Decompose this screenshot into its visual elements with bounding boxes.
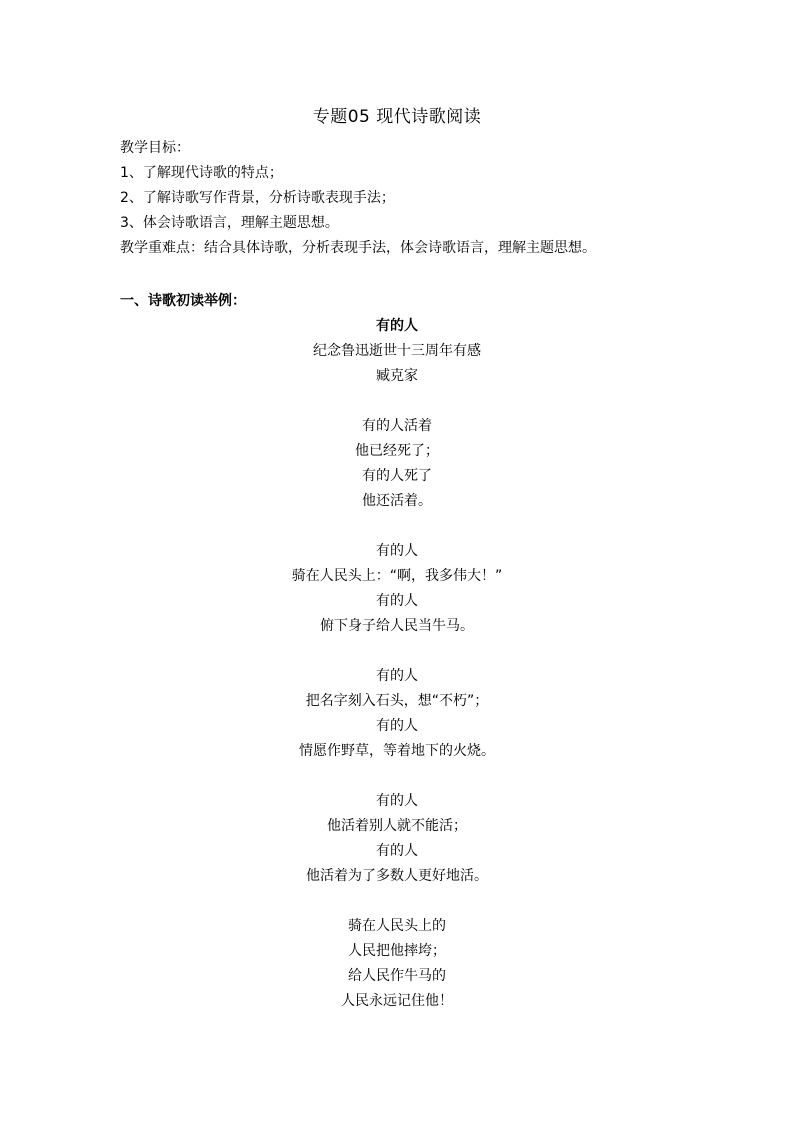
section-heading: 一、诗歌初读举例： [120, 293, 246, 309]
objectives-heading: 教学目标： [120, 140, 190, 156]
poem-line: 有的人 [376, 668, 418, 684]
poem-line: 有的人活着 [362, 418, 432, 434]
stanza-gap [0, 514, 794, 539]
poem-line: 骑在人民头上的 [348, 918, 446, 934]
poem-subtitle: 纪念鲁迅逝世十三周年有感 [313, 343, 481, 359]
stanza-gap [0, 889, 794, 914]
poem-line: 他活着别人就不能活； [327, 818, 467, 834]
poem-line: 他还活着。 [362, 493, 432, 509]
poem-line: 他已经死了； [355, 443, 439, 459]
poem-line: 把名字刻入石头，想“不朽”； [305, 693, 489, 709]
poem-stanza-1 [0, 414, 794, 514]
stanza-gap [0, 389, 794, 414]
poem-stanza-2 [0, 539, 794, 639]
poem-title: 有的人 [376, 318, 418, 334]
poem-line: 有的人死了 [362, 468, 432, 484]
teaching-objectives [120, 136, 700, 261]
poem-stanza-3 [0, 664, 794, 764]
stanza-gap [0, 639, 794, 664]
poem-line: 骑在人民头上：“啊，我多伟大！” [291, 568, 503, 584]
poem [0, 314, 794, 1014]
poem-line: 有的人 [376, 718, 418, 734]
poem-author: 臧克家 [376, 368, 418, 384]
poem-line: 有的人 [376, 593, 418, 609]
objective-item-3: 3、体会诗歌语言，理解主题思想。 [120, 215, 339, 231]
poem-line: 人民永远记住他！ [341, 993, 453, 1009]
poem-line: 他活着为了多数人更好地活。 [306, 868, 488, 884]
poem-line: 俯下身子给人民当牛马。 [320, 618, 474, 634]
poem-line: 有的人 [376, 843, 418, 859]
poem-line: 情愿作野草，等着地下的火烧。 [299, 743, 495, 759]
poem-line: 有的人 [376, 793, 418, 809]
poem-line: 有的人 [376, 543, 418, 559]
objective-item-2: 2、了解诗歌写作背景，分析诗歌表现手法； [120, 190, 395, 206]
poem-stanza-4 [0, 789, 794, 889]
poem-stanza-5 [0, 914, 794, 1014]
poem-line: 人民把他摔垮； [348, 943, 446, 959]
objective-item-1: 1、了解现代诗歌的特点； [120, 165, 283, 181]
document-title: 专题05 现代诗歌阅读 [312, 107, 482, 127]
stanza-gap [0, 764, 794, 789]
poem-line: 给人民作牛马的 [348, 968, 446, 984]
key-points: 教学重难点：结合具体诗歌，分析表现手法，体会诗歌语言，理解主题思想。 [120, 240, 596, 256]
